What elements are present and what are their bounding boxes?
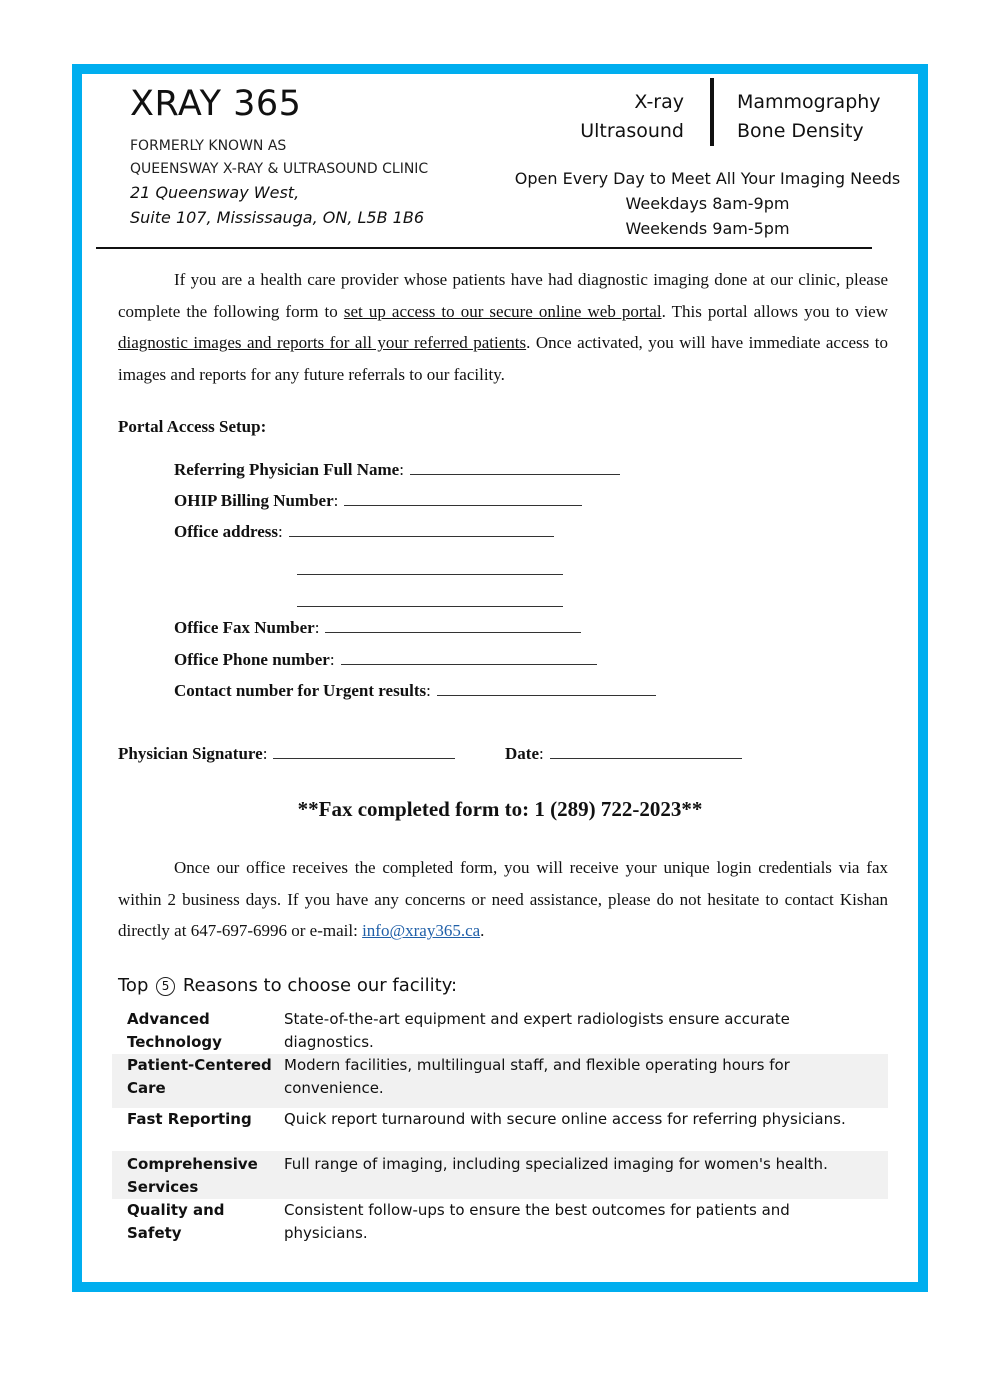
reason-value: Modern facilities, multilingual staff, and flexible operating hours for convenience. (284, 1056, 790, 1097)
service-mammography: Mammography (737, 91, 881, 113)
signature-input[interactable] (273, 744, 455, 759)
signature-field[interactable]: Physician Signature: (118, 744, 455, 764)
hours-weekdays: Weekdays 8am-9pm (625, 194, 790, 213)
office-address-input-line-1[interactable] (289, 522, 554, 537)
reasons-heading-suffix: Reasons to choose our facility: (182, 975, 458, 996)
field-urgent-contact[interactable]: Contact number for Urgent results: (174, 681, 656, 701)
reason-key: Comprehensive Services (127, 1155, 258, 1196)
intro-text-1: If you are a health care provider whose patients have had diagnostic imaging done at our clinic, please complete the following form to (118, 270, 888, 321)
date-field[interactable]: Date: (505, 744, 742, 764)
service-xray: X-ray (634, 91, 684, 113)
signature-label: Physician Signature (118, 744, 263, 763)
date-label: Date (505, 744, 539, 763)
images-reports-phrase: diagnostic images and reports for all your referred patients (118, 333, 527, 353)
services-right (737, 88, 881, 146)
field-label: Contact number for Urgent results (174, 681, 427, 700)
field-label: Referring Physician Full Name (174, 460, 400, 479)
reason-value: Consistent follow-ups to ensure the best outcomes for patients and physicians. (284, 1201, 790, 1242)
formerly-known-as (130, 135, 428, 181)
intro-text-3: . Once activated, you will have immediate access to images and reports for any future referrals to our facility. (118, 333, 888, 385)
reason-value: State-of-the-art equipment and expert radiologists ensure accurate diagnostics. (284, 1010, 790, 1051)
office-phone-input[interactable] (341, 650, 597, 665)
table-row (112, 1199, 888, 1245)
field-office-fax[interactable]: Office Fax Number: (174, 618, 581, 638)
table-row (112, 1008, 888, 1054)
former-clinic-name: QUEENSWAY X-RAY & ULTRASOUND CLINIC (130, 161, 429, 177)
portal-access-phrase: set up access to our secure online web portal (343, 301, 662, 321)
reason-value: Quick report turnaround with secure online access for referring physicians. (284, 1110, 846, 1128)
clinic-address (130, 180, 424, 230)
service-ultrasound: Ultrasound (580, 120, 684, 142)
field-office-phone[interactable]: Office Phone number: (174, 650, 597, 670)
portal-setup-heading: Portal Access Setup: (118, 417, 267, 436)
field-label: Office Fax Number (174, 618, 315, 637)
reason-key: Patient-Centered Care (127, 1056, 272, 1097)
urgent-contact-input[interactable] (437, 681, 656, 696)
circled-number-five-icon: 5 (156, 977, 175, 996)
formerly-line: FORMERLY KNOWN AS (130, 138, 287, 154)
field-ohip-billing[interactable]: OHIP Billing Number: (174, 491, 582, 511)
address-line-1: 21 Queensway West, (130, 183, 300, 202)
intro-paragraph (118, 264, 888, 391)
table-row (112, 1108, 888, 1151)
field-physician-name[interactable]: Referring Physician Full Name: (174, 460, 620, 480)
services-divider (710, 78, 714, 146)
reasons-heading (118, 975, 457, 996)
office-fax-input[interactable] (325, 618, 581, 633)
field-office-address[interactable]: Office address: (174, 522, 554, 542)
reason-key: Quality and Safety (127, 1201, 225, 1242)
reason-key: Advanced Technology (127, 1010, 222, 1051)
services-left (540, 88, 684, 146)
service-bone-density: Bone Density (737, 120, 864, 142)
table-row (112, 1151, 888, 1199)
ohip-billing-input[interactable] (344, 491, 582, 506)
address-line-2: Suite 107, Mississauga, ON, L5B 1B6 (130, 208, 424, 227)
outro-text: Once our office receives the completed form, you will receive your unique login credentials via fax within 2 business days. If you have any concerns or need assistance, please do not hesitate to contact Kishan directly at 647-697-6996 or e-mail: (118, 858, 888, 941)
field-label: Office address (174, 522, 279, 541)
field-label: Office Phone number (174, 650, 330, 669)
date-input[interactable] (550, 744, 742, 759)
intro-text-2: . This portal allows you to view (661, 301, 889, 321)
email-link[interactable]: info@xray365.ca (362, 921, 481, 941)
brand-title: XRAY 365 (130, 84, 302, 124)
reasons-heading-prefix: Top (118, 975, 149, 996)
hours-tagline: Open Every Day to Meet All Your Imaging Needs (514, 169, 901, 188)
physician-name-input[interactable] (410, 460, 620, 475)
reason-key: Fast Reporting (127, 1110, 252, 1128)
office-address-input-line-2[interactable] (297, 573, 563, 575)
outro-paragraph (118, 852, 888, 947)
table-row (112, 1054, 888, 1108)
field-label: OHIP Billing Number (174, 491, 334, 510)
opening-hours (505, 166, 910, 241)
reasons-table (112, 1008, 888, 1245)
reason-value: Full range of imaging, including specialized imaging for women's health. (284, 1155, 828, 1173)
fax-instruction: **Fax completed form to: 1 (289) 722-2023** (297, 797, 703, 821)
header-divider (96, 247, 872, 249)
outro-end: . (480, 921, 485, 941)
office-address-input-line-3[interactable] (297, 605, 563, 607)
hours-weekends: Weekends 9am-5pm (625, 219, 790, 238)
